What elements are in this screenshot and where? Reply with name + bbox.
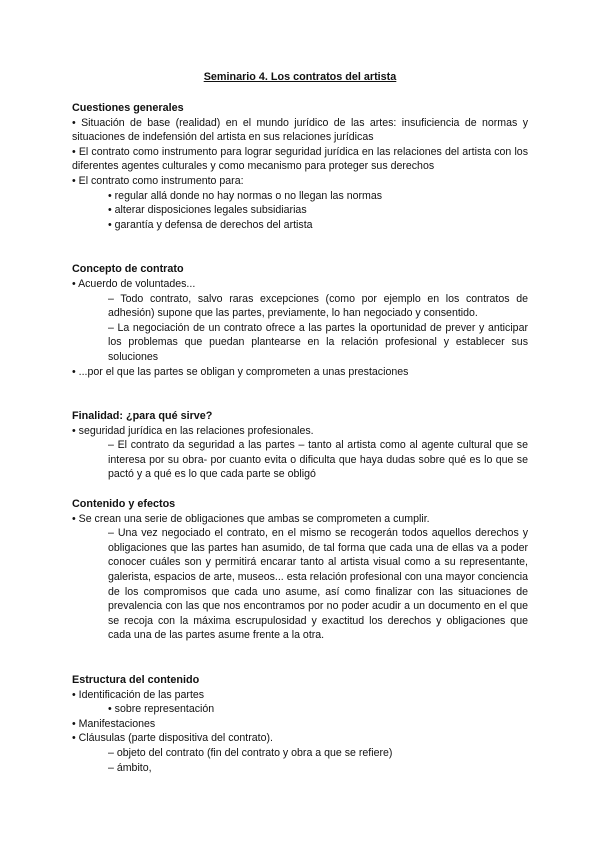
section-heading: Concepto de contrato — [72, 263, 184, 276]
dash-item: – El contrato da seguridad a las partes – tanto al artista como al agente cultural que se interesa por su obra- por cuanto evita o dificulta que haya dudas sobre qué es lo que se pactó y a qué es lo que cada parte se obligó — [108, 439, 528, 481]
dash-item: – Todo contrato, salvo raras excepciones (como por ejemplo en los contratos de adhesión) supone que las partes, previamente, lo han negociado y consentido. — [108, 292, 528, 320]
section-heading: Finalidad: ¿para qué sirve? — [72, 410, 213, 423]
bullet-item: • El contrato como instrumento para lograr seguridad jurídica en las relaciones del artista con los diferentes agentes culturales y como mecanismo para proteger sus derechos — [72, 145, 528, 173]
dash-item: – Una vez negociado el contrato, en el mismo se recogerán todos aquellos derechos y obligaciones que las partes han asumido, de tal forma que cada una de ellas va a poder conocer cuáles son y permitirá encarar tanto al artista visual como a su representante, galerista, espacios de arte, museos... esta relación profesional con una mayor conciencia de los compromisos que cada uno asume, así como finalizar con las situaciones de prevalencia con las que nos encontramos por no poder acudir a un documento en el que se recoja con la máxima escrupulosidad y exactitud los derechos y obligaciones que cada una de las partes asume frente a la otra. — [108, 527, 528, 642]
section-finalidad — [72, 409, 528, 482]
spacer — [72, 232, 528, 262]
document-page — [72, 70, 528, 775]
section-concepto-de-contrato — [72, 262, 528, 379]
section-heading: Cuestiones generales — [72, 102, 184, 114]
spacer — [72, 482, 528, 497]
spacer — [72, 643, 528, 673]
sub-bullet-item: • regular allá donde no hay normas o no llegan las normas — [108, 189, 383, 202]
bullet-item: • Se crean una serie de obligaciones que ambas se comprometen a cumplir. — [72, 512, 430, 525]
bullet-item: • seguridad jurídica en las relaciones profesionales. — [72, 424, 314, 437]
bullet-item: • ...por el que las partes se obligan y comprometen a unas prestaciones — [72, 365, 409, 378]
dash-item: – objeto del contrato (fin del contrato y obra a que se refiere) — [108, 746, 393, 759]
bullet-item: • Manifestaciones — [72, 717, 156, 730]
sub-bullet-item: • alterar disposiciones legales subsidiarias — [108, 204, 307, 217]
bullet-item: • Acuerdo de voluntades... — [72, 277, 196, 290]
bullet-item: • El contrato como instrumento para: — [72, 174, 244, 187]
sub-bullet-item: • garantía y defensa de derechos del artista — [108, 218, 313, 231]
sub-bullet-item: • sobre representación — [108, 703, 215, 716]
spacer — [72, 379, 528, 409]
document-title: Seminario 4. Los contratos del artista — [203, 71, 397, 83]
dash-item: – ámbito, — [108, 761, 152, 774]
section-estructura-del-contenido — [72, 673, 528, 775]
section-heading: Estructura del contenido — [72, 674, 200, 686]
section-cuestiones-generales — [72, 101, 528, 232]
dash-item: – La negociación de un contrato ofrece a las partes la oportunidad de prever y anticipar los problemas que puedan plantearse en la relación profesional y establecer sus soluciones — [108, 321, 528, 363]
section-contenido-y-efectos — [72, 497, 528, 643]
section-heading: Contenido y efectos — [72, 498, 176, 511]
bullet-item: • Cláusulas (parte dispositiva del contrato). — [72, 732, 273, 745]
bullet-item: • Situación de base (realidad) en el mundo jurídico de las artes: insuficiencia de normas y situaciones de indefensión del artista en sus relaciones jurídicas — [72, 116, 528, 144]
bullet-item: • Identificación de las partes — [72, 688, 205, 701]
